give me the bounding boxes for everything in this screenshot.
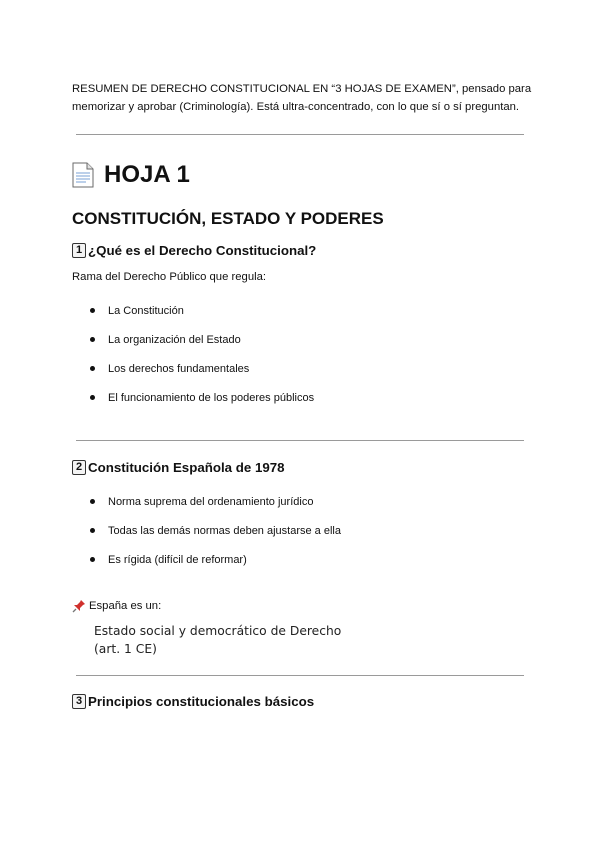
section-3-heading bbox=[72, 694, 532, 709]
sheet-title bbox=[72, 161, 532, 189]
section-1-list bbox=[72, 304, 532, 420]
divider bbox=[76, 440, 524, 441]
section-1-heading bbox=[72, 243, 532, 258]
list-item: La organización del Estado bbox=[72, 333, 532, 362]
divider bbox=[76, 675, 524, 676]
keycap-number: 2 bbox=[72, 460, 86, 475]
intro-line-2: memorizar y aprobar (Criminología). Está ultra-concentrado, con lo que sí o sí preguntan. bbox=[72, 101, 520, 113]
sheet-title-text: HOJA 1 bbox=[104, 161, 190, 188]
note-line bbox=[72, 599, 532, 613]
quote-line-1: Estado social y democrático de Derecho bbox=[94, 624, 342, 638]
section-3-title: Principios constitucionales básicos bbox=[88, 694, 315, 709]
pushpin-icon bbox=[72, 599, 86, 613]
list-item: El funcionamiento de los poderes públicos bbox=[72, 391, 532, 420]
page-facing-up-icon bbox=[72, 162, 94, 188]
list-item: Los derechos fundamentales bbox=[72, 362, 532, 391]
section-2-title: Constitución Española de 1978 bbox=[88, 460, 285, 475]
keycap-number: 3 bbox=[72, 694, 86, 709]
section-2-heading bbox=[72, 460, 532, 475]
list-item: Es rígida (difícil de reformar) bbox=[72, 553, 532, 582]
section-2-list bbox=[72, 495, 532, 582]
quote-line-2: (art. 1 CE) bbox=[94, 642, 157, 656]
section-1-title: ¿Qué es el Derecho Constitucional? bbox=[88, 243, 317, 258]
intro-paragraph bbox=[72, 80, 532, 116]
sheet-heading: CONSTITUCIÓN, ESTADO Y PODERES bbox=[72, 209, 384, 228]
list-item: Norma suprema del ordenamiento jurídico bbox=[72, 495, 532, 524]
note-text: España es un: bbox=[89, 600, 162, 612]
divider bbox=[76, 134, 524, 135]
list-item: La Constitución bbox=[72, 304, 532, 333]
section-1-intro: Rama del Derecho Público que regula: bbox=[72, 271, 267, 283]
quote-block bbox=[72, 622, 532, 658]
intro-line-1: RESUMEN DE DERECHO CONSTITUCIONAL EN “3 HOJAS DE EXAMEN”, pensado para bbox=[72, 83, 532, 95]
list-item: Todas las demás normas deben ajustarse a ella bbox=[72, 524, 532, 553]
keycap-number: 1 bbox=[72, 243, 86, 258]
document-page bbox=[72, 80, 532, 709]
